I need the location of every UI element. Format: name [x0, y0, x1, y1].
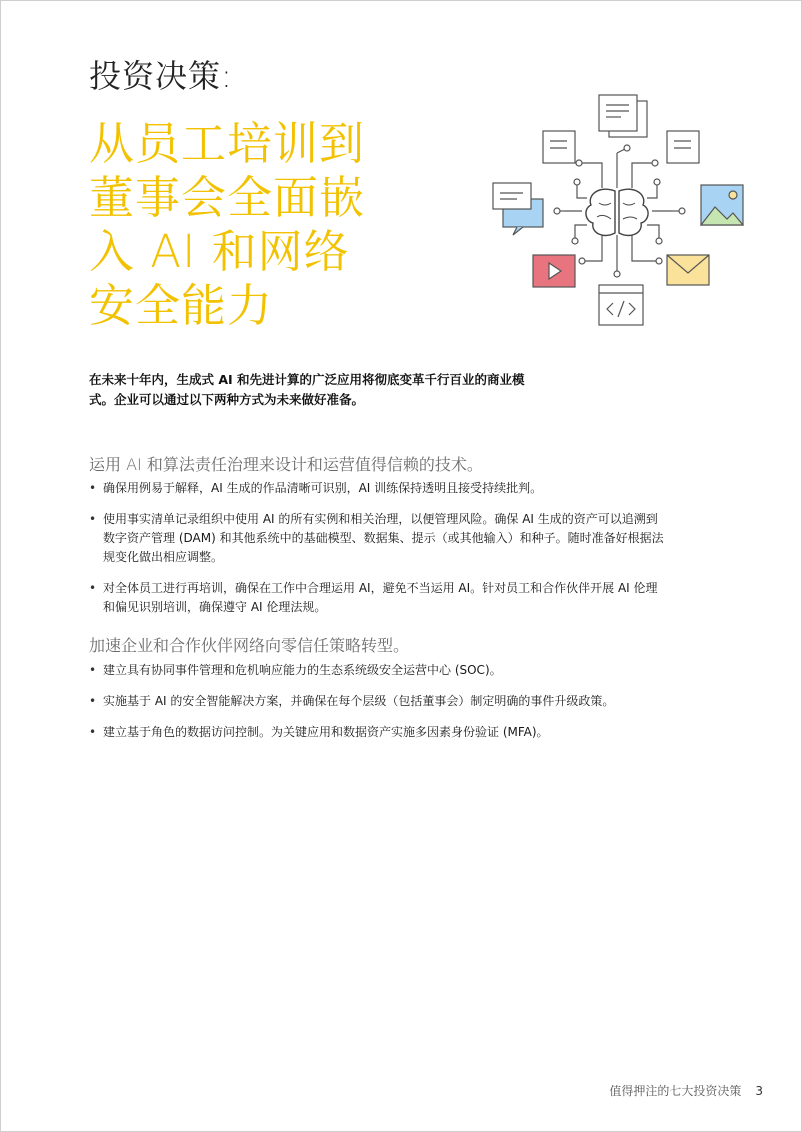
- headline: [89, 117, 389, 333]
- headline-line-4: 安全能力: [89, 279, 274, 332]
- page-footer: [609, 1082, 763, 1099]
- code-window-icon: [599, 285, 643, 325]
- mail-icon: [667, 255, 709, 285]
- headline-line-1: 从员工培训到: [89, 117, 366, 170]
- bullet-list-ai-governance: [89, 479, 669, 629]
- list-item: • 确保用例易于解释，AI 生成的作品清晰可识别，AI 训练保持透明且接受持续批判。: [89, 479, 669, 498]
- note-icon-right: [667, 131, 699, 163]
- list-item: • 实施基于 AI 的安全智能解决方案，并确保在每个层级（包括董事会）制定明确的事件升级政策。: [89, 692, 669, 711]
- note-icon-left: [543, 131, 575, 163]
- chat-bubble-icon: [493, 183, 543, 235]
- image-icon: [701, 185, 743, 225]
- list-item: • 建立基于角色的数据访问控制。为关键应用和数据资产实施多因素身份验证 (MFA)。: [89, 723, 669, 742]
- headline-line-3: 入 AI 和网络: [89, 225, 350, 278]
- page-number: 3: [755, 1084, 763, 1098]
- section-title-ai-governance: 运用 AI 和算法责任治理来设计和运营值得信赖的技术。: [89, 455, 483, 474]
- bullet-list-zero-trust: [89, 661, 669, 754]
- brain-icon: [586, 189, 648, 235]
- video-play-icon: [533, 255, 575, 287]
- section-title-zero-trust: 加速企业和合作伙伴网络向零信任策略转型。: [89, 636, 410, 655]
- intro-paragraph: 在未来十年内，生成式 AI 和先进计算的广泛应用将彻底变革千行百业的商业模式。企业可以通过以下两种方式为未来做好准备。: [89, 372, 525, 407]
- list-item: • 对全体员工进行再培训，确保在工作中合理运用 AI，避免不当运用 AI。针对员工和合作伙伴开展 AI 伦理和偏见识别培训，确保遵守 AI 伦理法规。: [89, 579, 669, 617]
- footer-title: 值得押注的七大投资决策: [609, 1084, 742, 1098]
- list-item: • 建立具有协同事件管理和危机响应能力的生态系统级安全运营中心 (SOC)。: [89, 661, 669, 680]
- list-item: • 使用事实清单记录组织中使用 AI 的所有实例和相关治理，以便管理风险。确保 AI 生成的资产可以追溯到数字资产管理 (DAM) 和其他系统中的基础模型、数据集、提示（或其他输入）和种子。随时准备好根据法规变化做出相应调整。: [89, 510, 669, 567]
- ai-network-illustration: [487, 93, 747, 333]
- document-icon: [599, 95, 647, 137]
- kicker-title: 投资决策:: [89, 57, 233, 95]
- headline-line-2: 董事会全面嵌: [89, 171, 366, 224]
